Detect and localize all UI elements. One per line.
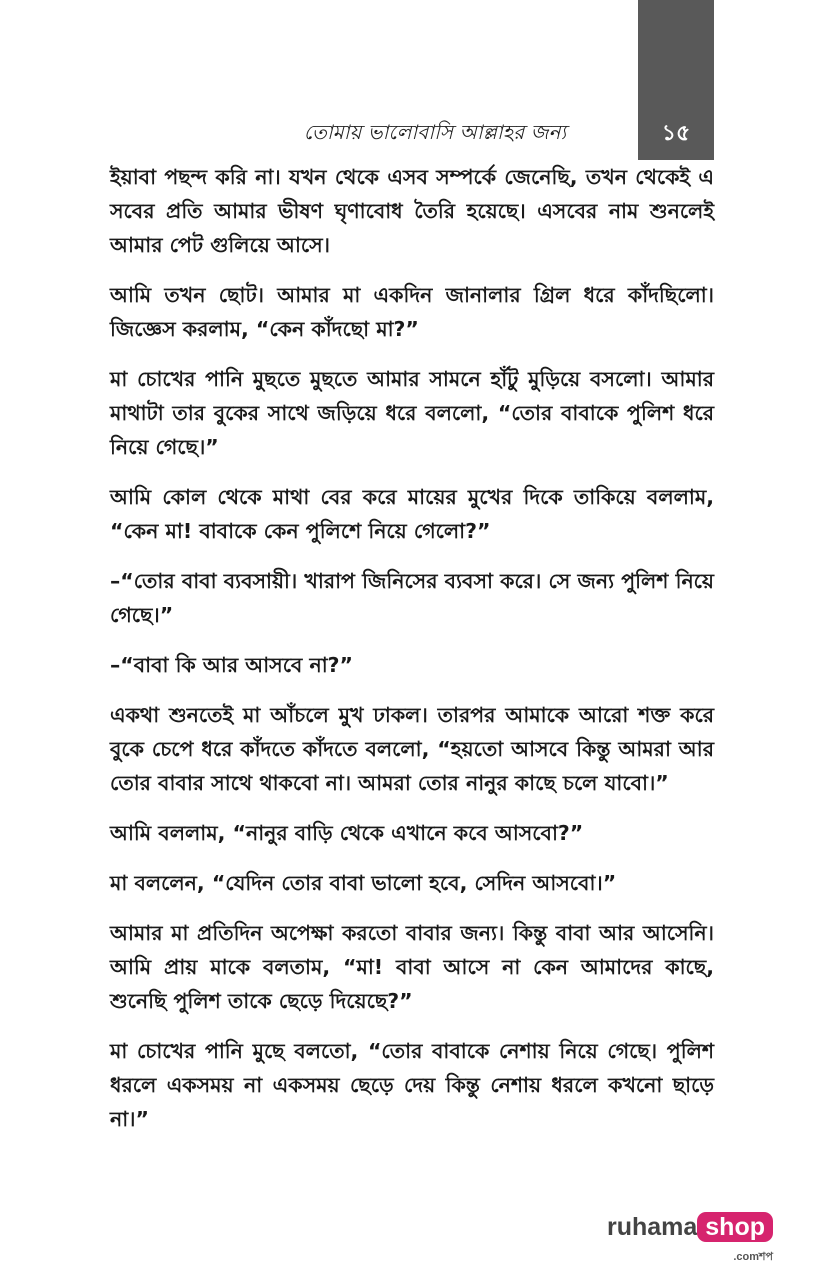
paragraph: –“তোর বাবা ব্যবসায়ী। খারাপ জিনিসের ব্যবসা করে। সে জন্য পুলিশ নিয়ে গেছে।” (110, 569, 714, 627)
running-header-title: তোমায় ভালোবাসি আল্লাহর জন্য (303, 120, 567, 144)
watermark-domain: .comশপ (733, 1251, 773, 1263)
paragraph: আমি তখন ছোট। আমার মা একদিন জানালার গ্রিল ধরে কাঁদছিলো। জিজ্ঞেস করলাম, “কেন কাঁদছো মা?” (110, 283, 714, 341)
paragraph: আমি কোল থেকে মাথা বের করে মায়ের মুখের দিকে তাকিয়ে বললাম, “কেন মা! বাবাকে কেন পুলিশে নিয়ে গেলো?” (110, 485, 714, 543)
paragraph: –“বাবা কি আর আসবে না?” (110, 653, 354, 677)
paragraph: মা চোখের পানি মুছে বলতো, “তোর বাবাকে নেশায় নিয়ে গেছে। পুলিশ ধরলে একসময় না একসময় ছেড়ে দেয় কিন্তু নেশায় ধরলে কখনো ছাড়ে না।” (110, 1039, 714, 1131)
watermark-text-shop: shop (705, 1213, 765, 1241)
paragraph: ইয়াবা পছন্দ করি না। যখন থেকে এসব সম্পর্কে জেনেছি, তখন থেকেই এ সবের প্রতি আমার ভীষণ ঘৃণাবোধ তৈরি হয়েছে। এসবের নাম শুনলেই আমার পেট গুলিয়ে আসে। (110, 165, 714, 257)
watermark-text-ruhama: ruhama (606, 1213, 698, 1241)
paragraph: আমার মা প্রতিদিন অপেক্ষা করতো বাবার জন্য। কিন্তু বাবা আর আসেনি। আমি প্রায় মাকে বলতাম, “মা! বাবা আসে না কেন আমাদের কাছে, শুনেছি পুলিশ তাকে ছেড়ে দিয়েছে?” (110, 921, 714, 1013)
paragraph: মা চোখের পানি মুছতে মুছতে আমার সামনে হাঁটু মুড়িয়ে বসলো। আমার মাথাটা তার বুকের সাথে জড়িয়ে ধরে বললো, “তোর বাবাকে পুলিশ ধরে নিয়ে গেছে।” (110, 367, 714, 459)
body-text (110, 160, 714, 1152)
publisher-watermark-logo (606, 1212, 773, 1263)
watermark-shop-badge (697, 1212, 773, 1263)
page-number: ১৫ (661, 121, 691, 146)
paragraph: আমি বললাম, “নানুর বাড়ি থেকে এখানে কবে আসবো?” (110, 821, 584, 845)
paragraph: একথা শুনতেই মা আঁচলে মুখ ঢাকল। তারপর আমাকে আরো শক্ত করে বুকে চেপে ধরে কাঁদতে কাঁদতে বললো, “হয়তো আসবে কিন্তু আমরা আর তোর বাবার সাথে থাকবো না। আমরা তোর নানুর কাছে চলে যাবো।” (110, 703, 714, 795)
paragraph: মা বললেন, “যেদিন তোর বাবা ভালো হবে, সেদিন আসবো।” (110, 871, 617, 895)
